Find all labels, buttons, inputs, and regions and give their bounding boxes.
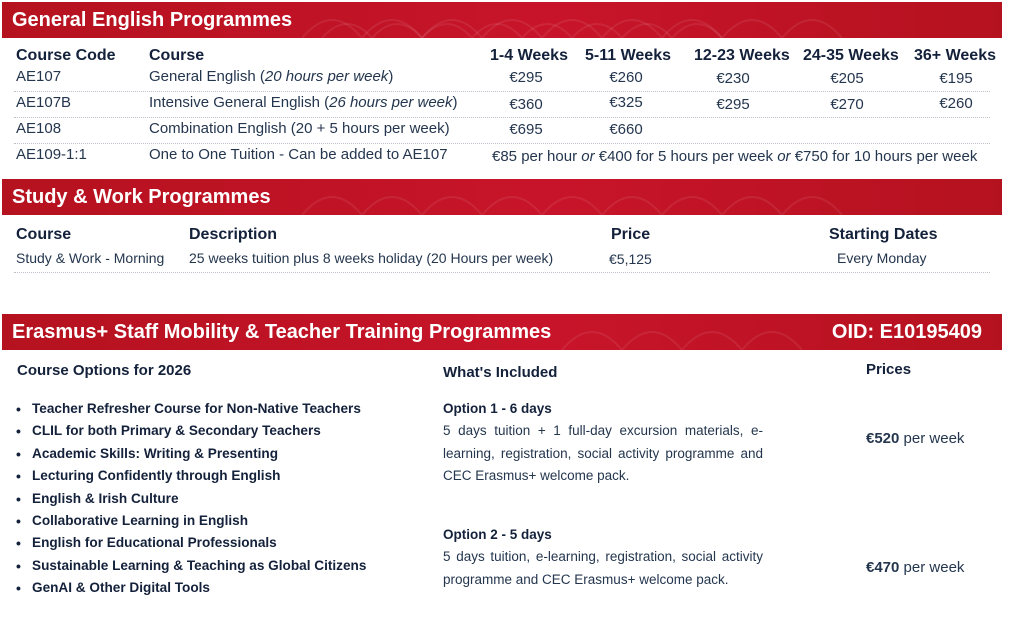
option-2-price: €470 per week <box>866 559 965 576</box>
list-item: • Sustainable Learning & Teaching as Global Citizens <box>14 555 366 577</box>
prices-heading: Prices <box>866 361 912 378</box>
course-options-list <box>14 398 366 600</box>
table-row-code: AE109-1:1 <box>16 146 87 163</box>
table-row-code: AE107B <box>16 94 72 111</box>
study-price: €5,125 <box>609 251 652 267</box>
table-row-course: Intensive General English (26 hours per week) <box>149 94 458 111</box>
price-cell: €195 <box>939 70 973 87</box>
price-cell: €660 <box>609 121 643 138</box>
header-1-4-weeks: 1-4 Weeks <box>490 47 568 64</box>
study-description: 25 weeks tuition plus 8 weeks holiday (20 Hours per week) <box>189 250 554 266</box>
price-cell: €260 <box>939 95 973 112</box>
option-1-description: 5 days tuition + 1 full-day excursion materials, e-learning, registration, social activity programme and CEC Erasmus+ welcome pack. <box>443 423 763 483</box>
price-cell: €230 <box>716 70 750 87</box>
row-divider <box>14 143 990 144</box>
option-2-title: Option 2 - 5 days <box>443 527 552 542</box>
table-row-course: One to One Tuition - Can be added to AE107 <box>149 146 448 163</box>
header-5-11-weeks: 5-11 Weeks <box>585 47 671 64</box>
oid-label: OID: E10195409 <box>831 321 982 343</box>
header-course: Course <box>16 226 72 243</box>
price-cell: €295 <box>509 69 543 86</box>
header-12-23-weeks: 12-23 Weeks <box>694 47 790 64</box>
price-cell: €695 <box>509 121 543 138</box>
option-1-title: Option 1 - 6 days <box>443 401 552 416</box>
course-hours-note: 20 hours per week <box>264 68 389 85</box>
list-item: • English for Educational Professionals <box>14 532 366 554</box>
option-1-price: €520 per week <box>866 430 965 447</box>
row-divider <box>14 272 990 273</box>
table-row-code: AE108 <box>16 120 62 137</box>
general-english-banner <box>2 2 1002 38</box>
section-title: Study & Work Programmes <box>12 186 271 208</box>
header-course: Course <box>149 47 205 64</box>
course-options-heading: Course Options for 2026 <box>17 362 192 379</box>
price-cell: €325 <box>609 94 643 111</box>
table-row-course: General English (20 hours per week) <box>149 68 394 85</box>
table-row-course: Combination English (20 + 5 hours per week) <box>149 120 450 137</box>
study-work-banner <box>2 179 1002 215</box>
option-2-description: 5 days tuition, e-learning, registration, social activity programme and CEC Erasmus+ welcome pack. <box>443 549 763 587</box>
list-item: • Lecturing Confidently through English <box>14 465 366 487</box>
list-item: • Teacher Refresher Course for Non-Native Teachers <box>14 398 366 420</box>
price-cell: €360 <box>509 96 543 113</box>
price-cell: €260 <box>609 69 643 86</box>
header-24-35-weeks: 24-35 Weeks <box>803 47 899 64</box>
study-starting-dates: Every Monday <box>837 250 927 266</box>
course-hours-note: 26 hours per week <box>329 94 453 111</box>
table-row-code: AE107 <box>16 68 62 85</box>
price-cell: €295 <box>716 96 750 113</box>
section-title: Erasmus+ Staff Mobility & Teacher Training Programmes <box>12 321 552 343</box>
study-course-name: Study & Work - Morning <box>16 250 165 266</box>
header-course-code: Course Code <box>16 47 116 64</box>
list-item: • CLIL for both Primary & Secondary Teachers <box>14 420 366 442</box>
one-to-one-pricing: €85 per hour or €400 for 5 hours per week or €750 for 10 hours per week <box>492 148 978 165</box>
list-item: • Academic Skills: Writing & Presenting <box>14 443 366 465</box>
price-cell: €205 <box>830 70 864 87</box>
header-description: Description <box>189 226 278 243</box>
list-item: • GenAI & Other Digital Tools <box>14 577 366 599</box>
row-divider <box>14 117 990 118</box>
header-starting-dates: Starting Dates <box>829 226 938 243</box>
row-divider <box>14 91 990 92</box>
list-item: • Collaborative Learning in English <box>14 510 366 532</box>
list-item: • English & Irish Culture <box>14 488 366 510</box>
header-price: Price <box>611 226 651 243</box>
whats-included-heading: What's Included <box>443 364 558 381</box>
price-cell: €270 <box>830 96 864 113</box>
section-title: General English Programmes <box>12 9 293 31</box>
erasmus-banner <box>2 314 1002 350</box>
header-36-plus-weeks: 36+ Weeks <box>914 47 996 64</box>
